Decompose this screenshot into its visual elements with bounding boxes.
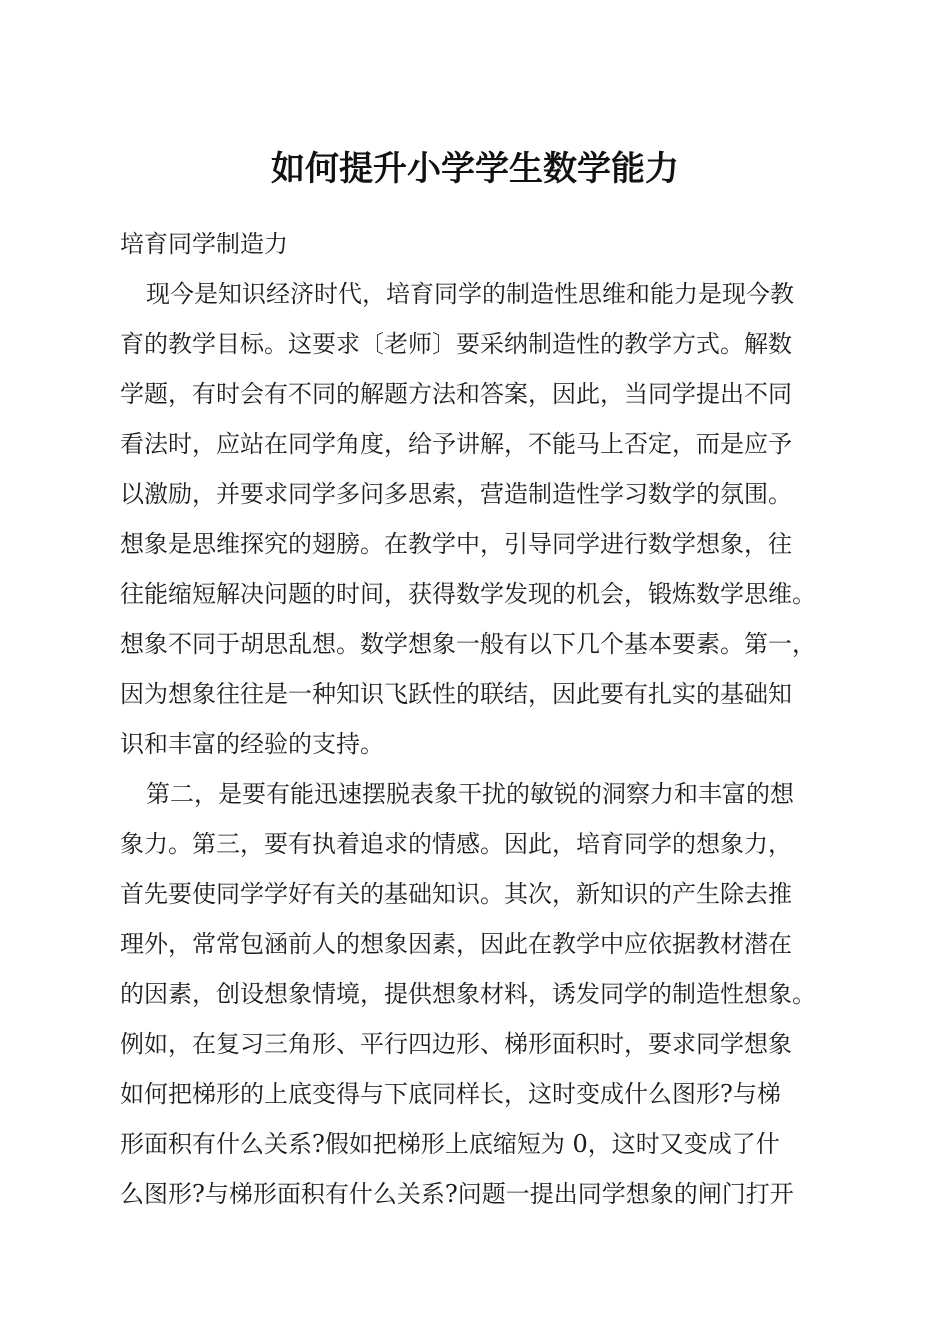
text-line: 现今是知识经济时代，培育同学的制造性思维和能力是现今教 xyxy=(146,280,794,308)
text-line: 往能缩短解决问题的时间，获得数学发现的机会，锻炼数学思维。 xyxy=(120,580,816,608)
section-heading: 培育同学制造力 xyxy=(120,230,288,258)
text-line: 想象是思维探究的翅膀。在教学中，引导同学进行数学想象，往 xyxy=(120,530,792,558)
text-line: 育的教学目标。这要求〔老师〕要采纳制造性的教学方式。解数 xyxy=(120,330,792,358)
text-line: 象力。第三，要有执着追求的情感。因此，培育同学的想象力， xyxy=(120,830,792,858)
text-line: 识和丰富的经验的支持。 xyxy=(120,730,384,758)
text-line: 么图形?与梯形面积有什么关系?问题一提出同学想象的闸门打开 xyxy=(120,1180,794,1208)
text-line: 理外，常常包涵前人的想象因素，因此在教学中应依据教材潜在 xyxy=(120,930,792,958)
document-title: 如何提升小学学生数学能力 xyxy=(271,149,679,189)
text-line: 例如，在复习三角形、平行四边形、梯形面积时，要求同学想象 xyxy=(120,1030,792,1058)
text-line: 首先要使同学学好有关的基础知识。其次，新知识的产生除去推 xyxy=(120,880,792,908)
text-line: 形面积有什么关系?假如把梯形上底缩短为 0，这时又变成了什 xyxy=(120,1130,780,1158)
text-line: 第二，是要有能迅速摆脱表象干扰的敏锐的洞察力和丰富的想 xyxy=(146,780,794,808)
text-line: 学题，有时会有不同的解题方法和答案，因此，当同学提出不同 xyxy=(120,380,792,408)
text-line: 以激励，并要求同学多问多思索，营造制造性学习数学的氛围。 xyxy=(120,480,792,508)
text-line: 如何把梯形的上底变得与下底同样长，这时变成什么图形?与梯 xyxy=(120,1080,781,1108)
text-line: 因为想象往往是一种知识飞跃性的联结，因此要有扎实的基础知 xyxy=(120,680,792,708)
text-line: 看法时，应站在同学角度，给予讲解，不能马上否定，而是应予 xyxy=(120,430,792,458)
text-line: 想象不同于胡思乱想。数学想象一般有以下几个基本要素。第一， xyxy=(120,630,816,658)
text-line: 的因素，创设想象情境，提供想象材料，诱发同学的制造性想象。 xyxy=(120,980,816,1008)
